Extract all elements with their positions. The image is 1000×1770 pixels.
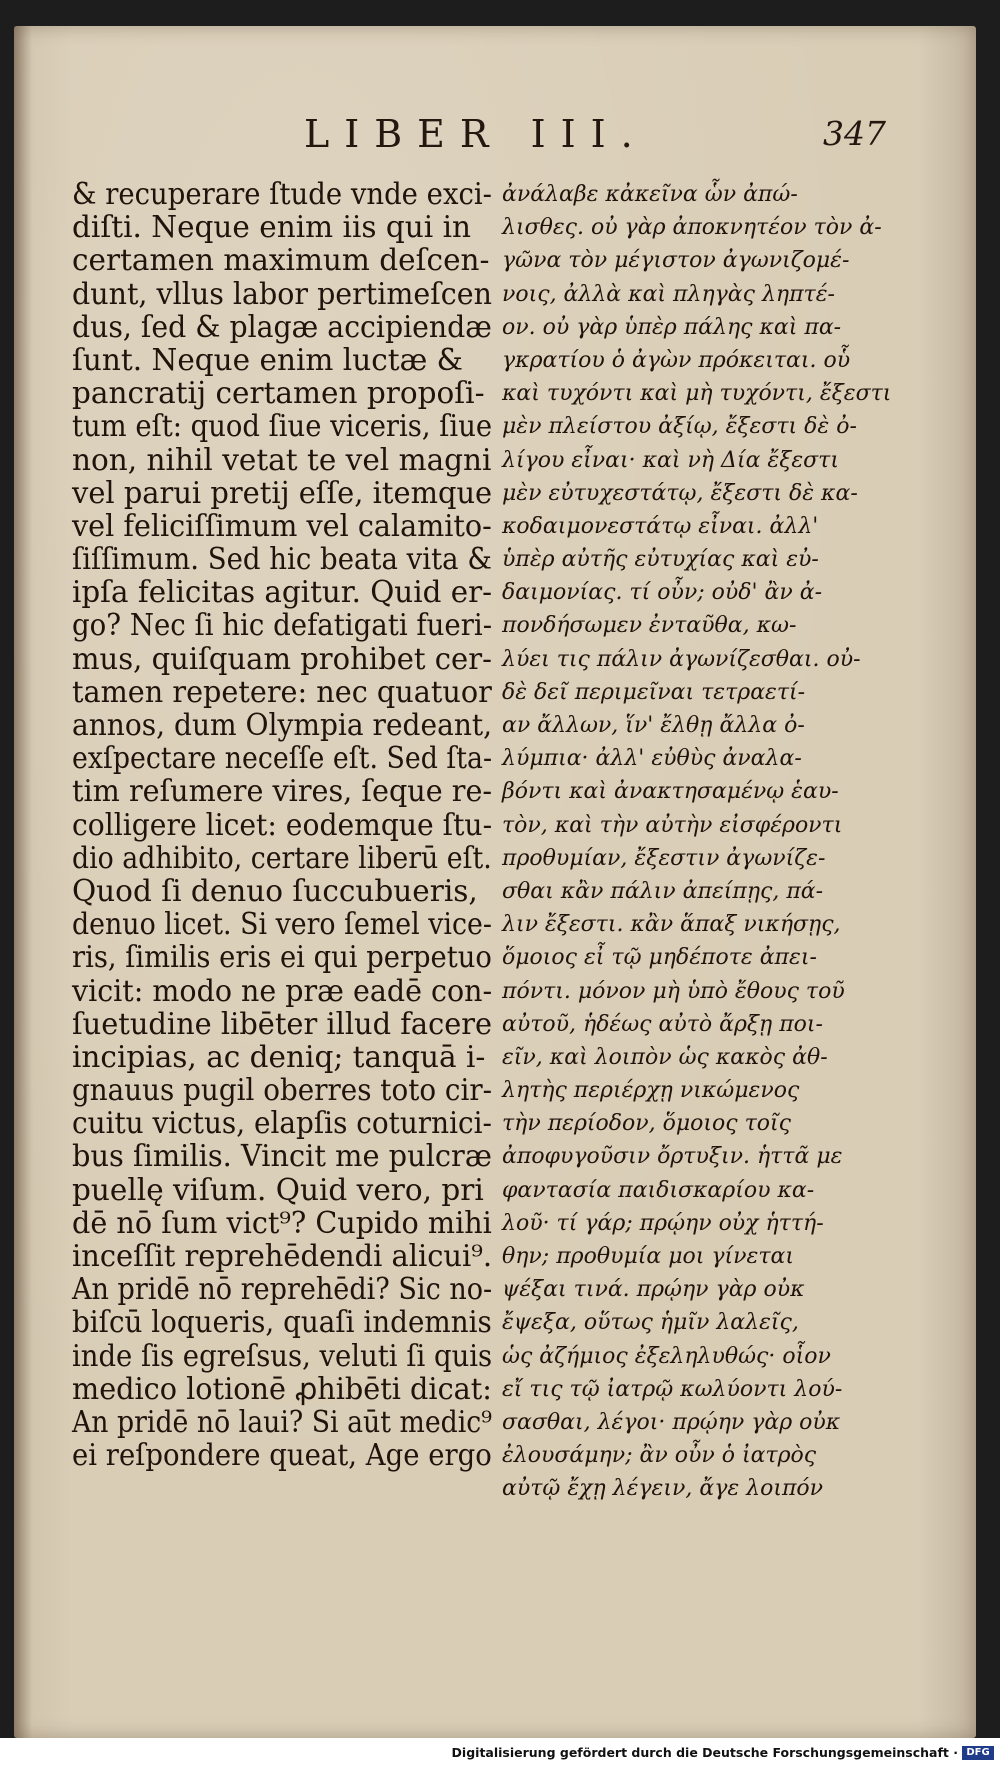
greek-text-line: φαντασία παιδισκαρίου κα- [502, 1177, 815, 1203]
latin-text-line: diſti. Neque enim iis qui in [72, 210, 472, 245]
latin-text-line: biſcū loqueris, quaſi indemnis [72, 1305, 492, 1340]
greek-text-line: ὑπὲρ αὐτῆς εὐτυχίας καὶ εὐ- [502, 547, 819, 573]
latin-text-line: inde ſis egreſsus, veluti ſi quis [72, 1338, 493, 1373]
latin-text-line: ris, ſimilis eris ei qui perpetuo [72, 940, 492, 975]
greek-text-line: μὲν πλείστου ἀξίῳ, ἔξεστι δὲ ὀ- [502, 414, 857, 440]
latin-text-line: go? Nec ſi hic defatigati fueri- [72, 608, 493, 643]
greek-text-line: ψέξαι τινά. πρῴην γὰρ οὐκ [502, 1277, 805, 1303]
latin-text-line: inceſſit reprehēdendi alicui⁹. [72, 1239, 493, 1273]
greek-text-line: σθαι κἂν πάλιν ἀπείπῃς, πά- [502, 878, 824, 904]
greek-text-line: νοις, ἀλλὰ καὶ πληγὰς ληπτέ- [502, 281, 835, 307]
latin-text-line: denuo licet. Si vero ſemel vice- [72, 907, 492, 942]
greek-text-line: ον. οὐ γὰρ ὑπὲρ πάλης καὶ πα- [502, 314, 842, 340]
greek-text-line: θην; προθυμία μοι γίνεται [502, 1244, 795, 1269]
greek-text-line: ἀποφυγοῦσιν ὄρτυξιν. ἡττᾶ με [502, 1144, 843, 1170]
latin-text-line: incipias, ac deniq; tanquā i- [72, 1039, 486, 1074]
latin-text-line: dē nō ſum vict⁹? Cupido mihi [72, 1205, 492, 1240]
latin-text-line: colligere licet: eodemque ſtu- [72, 807, 493, 842]
greek-text-line: αν ἄλλων, ἵν' ἔλθῃ ἄλλα ὀ- [502, 713, 805, 738]
greek-text-line: ὡς ἀζήμιος ἐξεληλυθώς· οἷον [502, 1343, 831, 1369]
latin-text-line: An pridē nō laui? Si aūt medic⁹ [72, 1404, 492, 1439]
greek-text-line: εῖν, καὶ λοιπὸν ὡς κακὸς ἀθ- [502, 1044, 828, 1070]
latin-text-line: puellę viſum. Quid vero, pri [72, 1172, 484, 1207]
greek-text-line: τὴν περίοδον, ὅμοιος τοῖς [502, 1111, 791, 1137]
greek-text-line: αὐτῷ ἔχῃ λέγειν, ἄγε λοιπόν [502, 1476, 824, 1502]
digitization-footer [0, 1738, 1000, 1770]
greek-text-line: τὸν, καὶ τὴν αὐτὴν εἰσφέροντι [502, 812, 843, 838]
latin-text-line: ſiſſimum. Sed hic beata vita & [72, 542, 492, 577]
latin-text-line: ipſa felicitas agitur. Quid er- [72, 575, 493, 610]
latin-text-line: tum eſt: quod ſiue viceris, ſiue [72, 409, 493, 444]
greek-text-line: βόντι καὶ ἀνακτησαμένῳ ἑαυ- [502, 779, 839, 805]
greek-text-line: αὐτοῦ, ἡδέως αὐτὸ ἄρξῃ ποι- [502, 1011, 823, 1037]
greek-text-line: κοδαιμονεστάτῳ εἶναι. ἀλλ' [502, 513, 819, 539]
greek-text-line: δαιμονίας. τί οὖν; οὐδ' ἂν ἀ- [502, 580, 823, 606]
greek-text-line: σασθαι, λέγοι· πρῴην γὰρ οὐκ [502, 1409, 841, 1435]
latin-text-line: ei reſpondere queat, Age ergo [72, 1438, 492, 1473]
greek-text-line: λισθες. οὐ γὰρ ἀποκνητέον τὸν ἀ- [502, 215, 882, 241]
latin-text-line: certamen maximum deſcen- [72, 243, 490, 278]
greek-text-line: γκρατίου ὁ ἀγὼν πρόκειται. οὗ [502, 347, 851, 373]
funding-notice: Digitalisierung gefördert durch die Deutsche Forschungsgemeinschaft · [451, 1745, 958, 1760]
latin-text-line: vicit: modo ne præ eadē con- [72, 973, 493, 1008]
latin-text-line: dio adhibito, certare liberū eſt. [72, 840, 492, 875]
greek-text-line: πόντι. μόνον μὴ ὑπὸ ἔθους τοῦ [502, 978, 845, 1004]
page-number: 347 [823, 114, 886, 153]
greek-text-line: ἀνάλαβε κἀκεῖνα ὧν ἀπώ- [502, 182, 798, 207]
latin-text-line: bus ſimilis. Vincit me pulcræ [72, 1139, 492, 1174]
latin-text-line: dus, ſed & plagæ accipiendæ [72, 309, 492, 344]
latin-text-line: tim reſumere vires, ſeque re- [72, 774, 493, 809]
greek-text-line: δὲ δεῖ περιμεῖναι τετραετί- [502, 679, 806, 705]
latin-column [72, 178, 537, 1472]
greek-text-line: γῶνα τὸν μέγιστον ἀγωνιζομέ- [502, 248, 850, 274]
latin-text-line: tamen repetere: nec quatuor [72, 674, 492, 709]
latin-text-line: annos, dum Olympia redeant, [72, 708, 493, 742]
latin-text-line: & recuperare ſtude vnde exci- [72, 177, 492, 211]
latin-text-line: vel feliciſſimum vel calamito- [72, 508, 492, 543]
latin-text-line: An pridē nō reprehēdi? Sic no- [72, 1272, 493, 1307]
greek-text-line: ὅμοιος εἶ τῷ μηδέποτε ἀπει- [502, 945, 817, 971]
greek-text-line: λητὴς περιέρχῃ νικώμενος [502, 1078, 800, 1104]
book-page [14, 26, 976, 1738]
page-header [14, 112, 976, 164]
greek-text-line: λύει τις πάλιν ἀγωνίζεσθαι. οὐ- [502, 646, 861, 672]
latin-text-line: cuitu victus, elapſis coturnici- [72, 1106, 492, 1141]
latin-text-line: ſunt. Neque enim luctæ & [72, 342, 463, 377]
gutter-shadow [14, 26, 32, 1738]
greek-text-line: μὲν εὐτυχεστάτῳ, ἔξεστι δὲ κα- [502, 480, 858, 506]
greek-text-line: λοῦ· τί γάρ; πρῴην οὐχ ἡττή- [502, 1210, 824, 1236]
greek-text-line: προθυμίαν, ἔξεστιν ἀγωνίζε- [502, 845, 826, 871]
latin-text-line: pancratij certamen propoſi- [72, 376, 485, 411]
latin-text-line: gnauus pugil oberres toto cir- [72, 1073, 493, 1108]
latin-text-line: non, nihil vetat te vel magni [72, 442, 492, 477]
latin-text-line: dunt, vllus labor pertimeſcen [72, 276, 492, 311]
greek-text-line: λύμπια· ἀλλ' εὐθὺς ἀναλα- [502, 746, 802, 772]
dfg-logo: DFG [962, 1746, 994, 1760]
greek-text-line: πονδήσωμεν ἐνταῦθα, κω- [502, 613, 797, 639]
latin-text-line: ſuetudine libēter illud facere [72, 1006, 493, 1041]
greek-text-line: ἐλουσάμην; ἂν οὖν ὁ ἰατρὸς [502, 1443, 817, 1469]
greek-text-line: καὶ τυχόντι καὶ μὴ τυχόντι, ἔξεστι [502, 381, 892, 407]
latin-text-line: Quod ſi denuo ſuccubueris, [72, 873, 478, 908]
latin-text-line: mus, quiſquam prohibet cer- [72, 641, 492, 676]
greek-text-line: εἴ τις τῷ ἰατρῷ κωλύοντι λού- [502, 1376, 843, 1402]
greek-text-line: ἔψεξα, οὕτως ἡμῖν λαλεῖς, [502, 1310, 799, 1336]
latin-text-line: medico lotionē ꝓhibēti dicat: [72, 1371, 492, 1406]
running-title: LIBER III. [304, 112, 648, 156]
greek-text-line: λίγου εἶναι· καὶ νὴ Δία ἔξεστι [502, 447, 839, 473]
latin-text-line: exſpectare neceſſe eſt. Sed ſta- [72, 741, 493, 776]
latin-text-line: vel parui pretij eſſe, itemque [72, 475, 493, 510]
greek-column [502, 178, 942, 1506]
greek-text-line: λιν ἔξεστι. κἂν ἅπαξ νικήσῃς, [502, 912, 841, 938]
